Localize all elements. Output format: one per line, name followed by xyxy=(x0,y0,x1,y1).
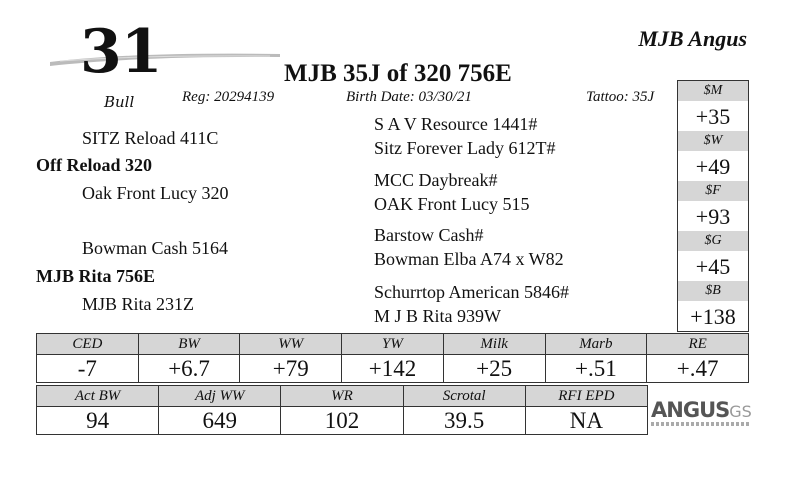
epd-value: +6.7 xyxy=(138,355,240,383)
dam-dam: MJB Rita 231Z xyxy=(82,294,195,314)
animal-name: MJB 35J of 320 756E xyxy=(284,60,512,87)
sd-dam: OAK Front Lucy 515 xyxy=(374,194,530,214)
dollar-index-label: $M xyxy=(678,81,748,101)
epd-header: RE xyxy=(647,334,749,355)
epd-header: BW xyxy=(138,334,240,355)
tattoo: Tattoo: 35J xyxy=(586,89,655,105)
sd-sire: MCC Daybreak# xyxy=(374,170,498,190)
epd-value: +.51 xyxy=(545,355,647,383)
dollar-index-value: +35 xyxy=(695,104,731,129)
epd-value: +142 xyxy=(342,355,444,383)
actuals-value-row xyxy=(37,407,648,435)
dd-dam: M J B Rita 939W xyxy=(374,306,502,326)
lot-number: 31 xyxy=(80,17,162,87)
dd-sire: Schurrtop American 5846# xyxy=(374,282,569,302)
ss-sire: S A V Resource 1441# xyxy=(374,114,538,134)
dollar-index-f xyxy=(678,181,748,231)
epd-value: -7 xyxy=(37,355,139,383)
epd-header: YW xyxy=(342,334,444,355)
dam: MJB Rita 756E xyxy=(36,266,155,286)
actuals-value: 94 xyxy=(37,407,159,435)
sire-sire: SITZ Reload 411C xyxy=(82,128,219,148)
dollar-index-value: +49 xyxy=(695,154,731,179)
logo-wordmark: ANGUS xyxy=(651,398,730,422)
birth-date: Birth Date: 03/30/21 xyxy=(346,89,472,105)
farm-name: MJB Angus xyxy=(638,26,747,51)
angus-gs-logo xyxy=(651,398,752,428)
dollar-index-w xyxy=(678,131,748,181)
epd-table xyxy=(36,333,749,383)
actuals-header: WR xyxy=(281,386,403,407)
actuals-value: NA xyxy=(525,407,647,435)
epd-header: CED xyxy=(37,334,139,355)
registration-number: Reg: 20294139 xyxy=(182,89,275,105)
epd-value-row xyxy=(37,355,749,383)
dollar-index-label: $G xyxy=(678,231,748,251)
dollar-index-value: +93 xyxy=(695,204,731,229)
dollar-index-label: $W xyxy=(678,131,748,151)
epd-value: +79 xyxy=(240,355,342,383)
epd-header: WW xyxy=(240,334,342,355)
dollar-index-label: $F xyxy=(678,181,748,201)
epd-header-row xyxy=(37,334,749,355)
dam-sire: Bowman Cash 5164 xyxy=(82,238,228,258)
dollar-index-b xyxy=(678,281,748,331)
epd-value: +25 xyxy=(443,355,545,383)
sex-label: Bull xyxy=(104,93,135,111)
sire: Off Reload 320 xyxy=(36,155,152,175)
logo-tagline-mark xyxy=(651,422,749,426)
actuals-value: 649 xyxy=(159,407,281,435)
epd-value: +.47 xyxy=(647,355,749,383)
ss-dam: Sitz Forever Lady 612T# xyxy=(374,138,556,158)
actuals-header: Adj WW xyxy=(159,386,281,407)
dollar-index-g xyxy=(678,231,748,281)
sire-dam: Oak Front Lucy 320 xyxy=(82,183,229,203)
dollar-index-value: +45 xyxy=(695,254,731,279)
logo-suffix: GS xyxy=(729,402,752,421)
dollar-index-m xyxy=(678,81,748,131)
dollar-index-panel xyxy=(677,80,749,332)
actuals-table xyxy=(36,385,648,435)
actuals-value: 39.5 xyxy=(403,407,525,435)
epd-header: Marb xyxy=(545,334,647,355)
actuals-header-row xyxy=(37,386,648,407)
epd-header: Milk xyxy=(443,334,545,355)
actuals-header: RFI EPD xyxy=(525,386,647,407)
ds-sire: Barstow Cash# xyxy=(374,225,484,245)
ds-dam: Bowman Elba A74 x W82 xyxy=(374,249,564,269)
actuals-header: Act BW xyxy=(37,386,159,407)
actuals-value: 102 xyxy=(281,407,403,435)
dollar-index-label: $B xyxy=(678,281,748,301)
actuals-header: Scrotal xyxy=(403,386,525,407)
dollar-index-value: +138 xyxy=(690,304,736,329)
